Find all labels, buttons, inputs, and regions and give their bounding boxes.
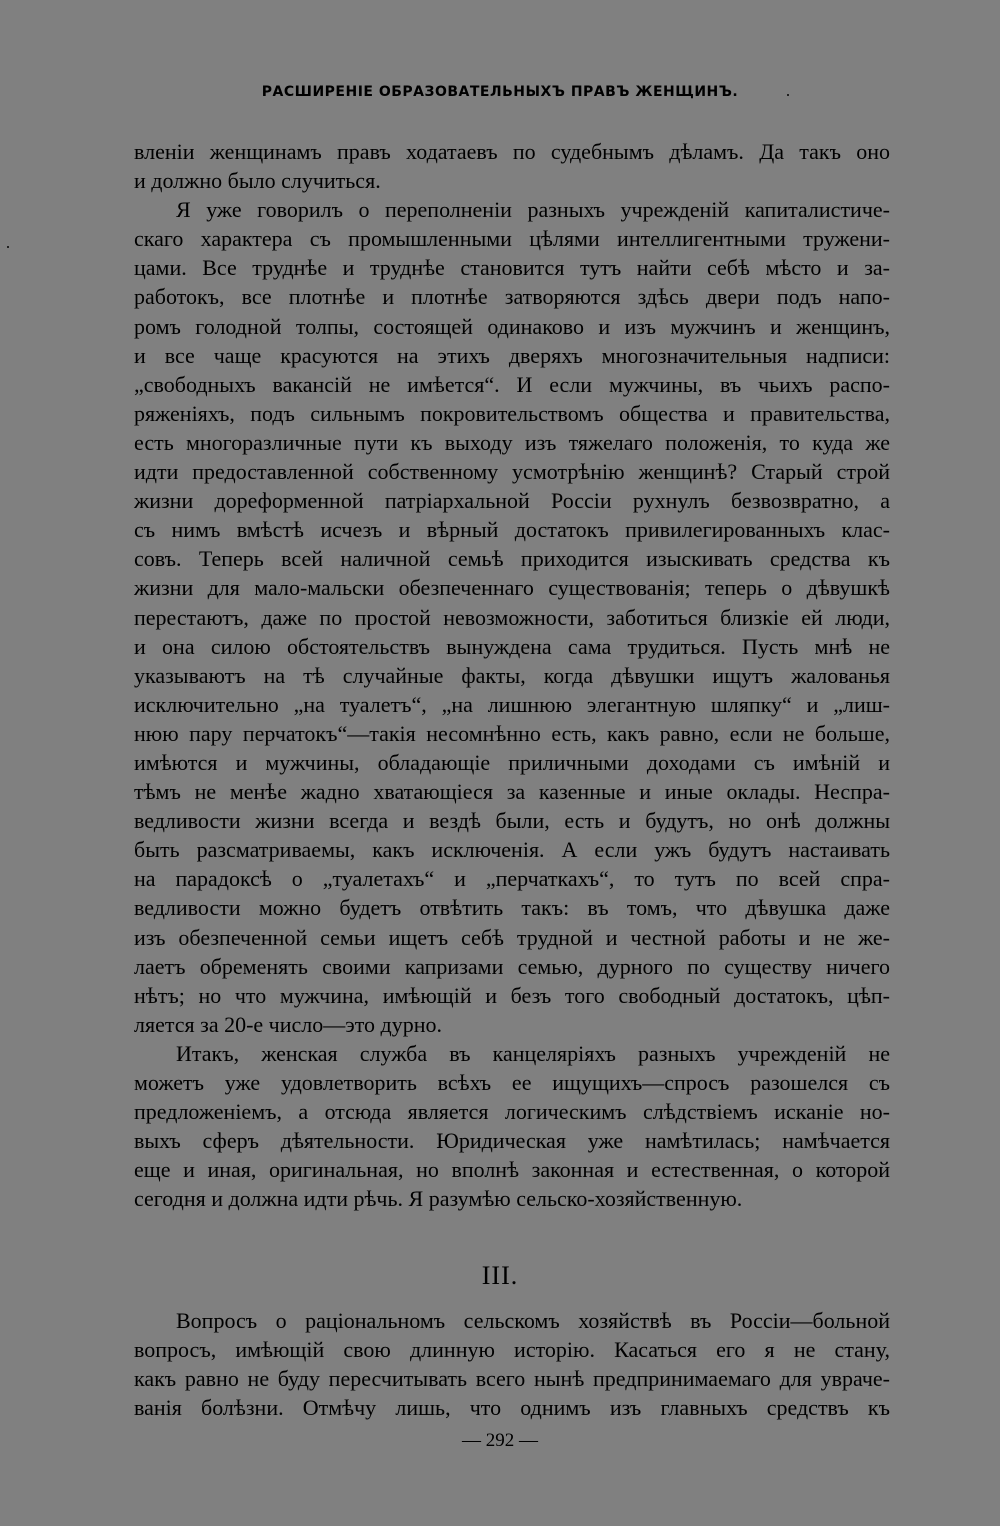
- text-line: предложеніемъ, а отсюда является логическимъ слѣдствіемъ исканіе но-: [134, 1099, 890, 1125]
- text-line: вленіи женщинамъ правъ ходатаевъ по судебнымъ дѣламъ. Да такъ оно: [134, 139, 890, 164]
- text-line: лаетъ обременять своими капризами семью, дурного по существу ничего: [134, 953, 890, 979]
- text-line: скаго характера съ промышленными цѣлями интеллигентными тружени-: [134, 226, 890, 252]
- text-line: ляется за 20-е число—это дурно.: [134, 1011, 442, 1037]
- text-line: можетъ уже удовлетворить всѣхъ ее ищущихъ—спросъ разошелся съ: [134, 1070, 890, 1095]
- text-line: ряженіяхъ, подъ сильнымъ покровительствомъ общества и правительства,: [134, 400, 890, 426]
- text-line: тѣмъ не менѣе жадно хватающіеся за казенные и иные оклады. Неспра-: [134, 779, 890, 805]
- text-line: Итакъ, женская служба въ канцеляріяхъ разныхъ учрежденій не: [176, 1040, 890, 1066]
- text-line: еще и иная, оригинальная, но вполнѣ законная и естественная, о которой: [134, 1157, 890, 1183]
- text-line: идти предоставленной собственному усмотрѣнію женщинѣ? Старый строй: [134, 459, 890, 485]
- text-line: Я уже говорилъ о переполненіи разныхъ учрежденій капиталистиче-: [176, 197, 890, 223]
- text-line: выхъ сферъ дѣятельности. Юридическая уже намѣтилась; намѣчается: [134, 1128, 890, 1154]
- page-number: — 292 —: [462, 1430, 538, 1451]
- text-line: ромъ голодной толпы, состоящей одинаково и изъ мужчинъ и женщинъ,: [134, 313, 890, 339]
- print-speck: [787, 94, 789, 96]
- text-line: перестаютъ, даже по простой невозможности, заботиться близкіе ей люди,: [134, 604, 890, 630]
- text-line: вопросъ, имѣющій свою длинную исторію. Касаться его я не стану,: [134, 1337, 890, 1363]
- text-line: съ нимъ вмѣстѣ исчезъ и вѣрный достатокъ привилегированныхъ клас-: [134, 517, 890, 543]
- section-numeral: III.: [481, 1261, 519, 1290]
- text-line: совъ. Теперь всей наличной семьѣ приходится изыскивать средства къ: [134, 546, 890, 572]
- text-line: ведливости можно будетъ отвѣтить такъ: въ томъ, что дѣвушка даже: [134, 895, 890, 921]
- paragraph: [134, 137, 890, 195]
- text-line: на парадоксѣ о „туалетахъ“ и „перчаткахъ“, то тутъ по всей спра-: [134, 866, 890, 892]
- body-text-after-section: [134, 1306, 890, 1422]
- text-line: есть многоразличные пути къ выходу изъ тяжелаго положенія, то куда же: [134, 429, 890, 455]
- text-line: ванія болѣзни. Отмѣчу лишь, что однимъ изъ главныхъ средствъ къ: [134, 1395, 890, 1421]
- text-line: указываютъ на тѣ случайные факты, когда дѣвушки ищутъ жалованья: [134, 662, 890, 688]
- text-line: имѣются и мужчины, обладающіе приличными доходами съ имѣній и: [134, 749, 890, 775]
- text-line: и должно было случиться.: [134, 168, 381, 194]
- text-line: жизни для мало-мальски обезпеченнаго существованія; теперь о дѣвушкѣ: [134, 575, 890, 601]
- print-speck: [7, 246, 9, 248]
- text-line: нюю пару перчатокъ“—такія несомнѣнно есть, какъ равно, если не больше,: [134, 720, 890, 746]
- text-line: быть разсматриваемы, какъ исключенія. А если ужъ будутъ настаивать: [134, 837, 890, 863]
- text-line: цами. Все труднѣе и труднѣе становится тутъ найти себѣ мѣсто и за-: [134, 255, 890, 281]
- text-line: нѣтъ; но что мужчина, имѣющій и безъ того свободный достатокъ, цѣп-: [134, 982, 890, 1008]
- paragraph: [134, 1039, 890, 1214]
- text-line: „свободныхъ вакансій не имѣется“. И если мужчины, въ чьихъ распо-: [134, 371, 890, 397]
- paragraph: [134, 195, 890, 1039]
- text-line: ведливости жизни всегда и вездѣ были, есть и будутъ, но онѣ должны: [134, 808, 890, 834]
- text-line: и она силою обстоятельствъ вынуждена сама трудиться. Пусть мнѣ не: [134, 633, 890, 659]
- text-line: сегодня и должна идти рѣчь. Я разумѣю сельско-хозяйственную.: [134, 1186, 743, 1212]
- text-line: исключительно „на туалетъ“, „на лишнюю элегантную шляпку“ и „лиш-: [134, 691, 890, 717]
- running-head: РАСШИРЕНІЕ ОБРАЗОВАТЕЛЬНЫХЪ ПРАВЪ ЖЕНЩИНЪ.: [261, 84, 739, 100]
- text-line: жизни дореформенной патріархальной Россіи рухнулъ безвозвратно, а: [134, 488, 890, 514]
- paragraph: [134, 1306, 890, 1422]
- text-line: изъ обезпеченной семьи ищетъ себѣ трудной и честной работы и не же-: [134, 924, 890, 950]
- text-line: какъ равно не буду пересчитывать всего нынѣ предпринимаемаго для уврачe-: [134, 1366, 890, 1392]
- body-text-before-section: [134, 137, 890, 1213]
- text-line: Вопросъ о раціональномъ сельскомъ хозяйствѣ въ Россіи—больной: [176, 1308, 890, 1333]
- text-line: работокъ, все плотнѣе и плотнѣе затворяются здѣсь двери подъ напо-: [134, 284, 890, 310]
- text-line: и все чаще красуются на этихъ дверяхъ многозначительныя надписи:: [134, 342, 890, 368]
